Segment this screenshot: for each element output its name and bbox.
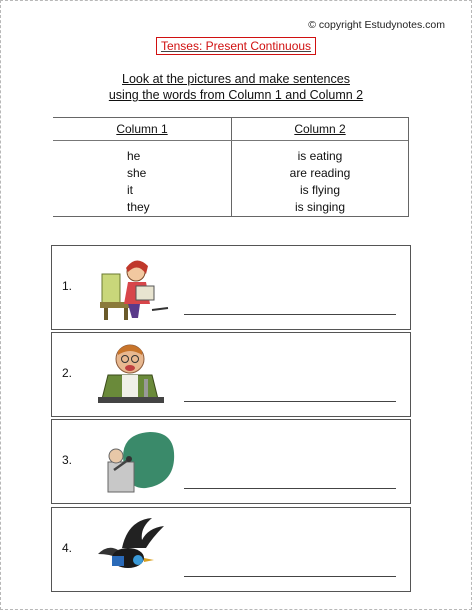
column-2-word: is singing <box>294 200 346 214</box>
column-1-list <box>53 148 231 216</box>
instructions-line-1: Look at the pictures and make sentences <box>122 72 350 86</box>
answer-line[interactable] <box>184 488 396 489</box>
question-number: 1. <box>62 279 73 293</box>
column-2-word: is flying <box>299 183 340 197</box>
column-1-word: he <box>127 149 141 163</box>
column-1-header: Column 1 <box>116 122 168 136</box>
question-box-2 <box>51 332 411 417</box>
question-number: 4. <box>62 541 73 555</box>
word-columns-table <box>53 117 409 217</box>
column-2-word: are reading <box>289 166 351 180</box>
question-number: 2. <box>62 366 73 380</box>
column-1-word: they <box>127 200 150 214</box>
bird-flying-icon <box>88 514 178 584</box>
girl-reading-icon <box>88 252 178 322</box>
answer-line[interactable] <box>184 401 396 402</box>
question-box-3 <box>51 419 411 504</box>
column-2-list <box>231 148 409 216</box>
column-2-header: Column 2 <box>294 122 346 136</box>
header-divider <box>53 140 408 141</box>
question-number: 3. <box>62 453 73 467</box>
man-eating-icon <box>88 339 178 409</box>
person-singing-icon <box>88 426 178 496</box>
answer-line[interactable] <box>184 576 396 577</box>
worksheet-title: Tenses: Present Continuous <box>156 37 316 55</box>
answer-line[interactable] <box>184 314 396 315</box>
copyright-text: © copyright Estudynotes.com <box>308 19 445 31</box>
worksheet-title-wrap <box>1 37 471 55</box>
question-box-4 <box>51 507 411 592</box>
instructions <box>1 71 471 103</box>
question-box-1 <box>51 245 411 330</box>
column-1-word: it <box>127 183 133 197</box>
column-2-word: is eating <box>297 149 343 163</box>
column-1-word: she <box>127 166 147 180</box>
instructions-line-2: using the words from Column 1 and Column 2 <box>108 88 364 102</box>
